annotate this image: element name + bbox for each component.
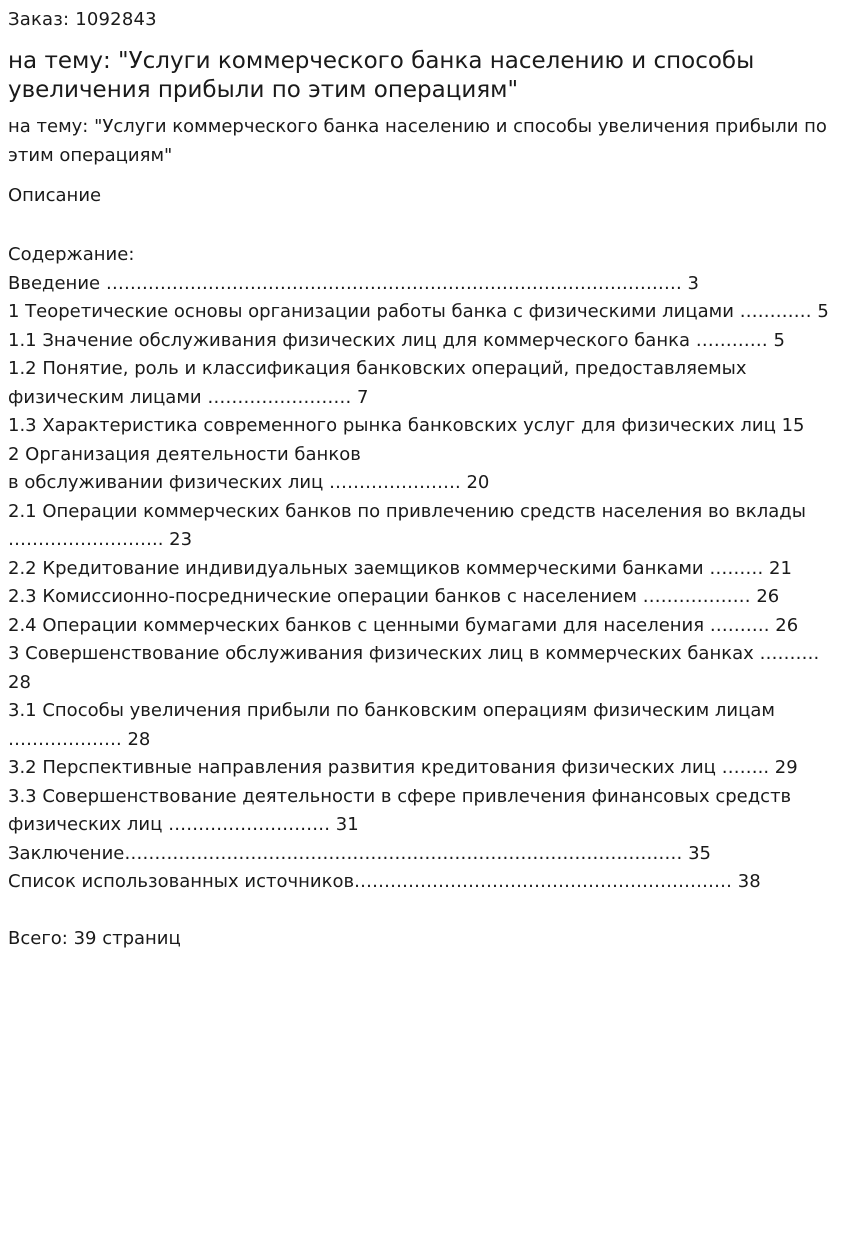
toc-entry-2-1: 2.1 Операции коммерческих банков по привлечению средств населения во вклады …………………….. 23 xyxy=(8,500,806,550)
toc-entry-1-1: 1.1 Значение обслуживания физических лиц для коммерческого банка ………… 5 xyxy=(8,329,785,351)
toc-heading: Содержание: xyxy=(8,244,135,265)
order-number: Заказ: 1092843 xyxy=(8,9,157,30)
table-of-contents xyxy=(8,241,839,897)
document-title: на тему: "Услуги коммерческого банка населению и способы увеличения прибыли по этим операциям" xyxy=(8,48,755,103)
toc-entry-conclusion: Заключение………………………………………………………………………………… 35 xyxy=(8,842,711,864)
toc-entry-chapter-2-cont: в обслуживании физических лиц …………………. 20 xyxy=(8,472,490,493)
toc-entry-3-3: 3.3 Совершенствование деятельности в сфере привлечения финансовых средств физических лиц ……………………… 31 xyxy=(8,785,792,835)
description-label: Описание xyxy=(8,185,102,206)
toc-entry-intro: Введение …………………………………………………………………………………… 3 xyxy=(8,272,699,294)
toc-entry-1-3: 1.3 Характеристика современного рынка банковских услуг для физических лиц 15 xyxy=(8,415,805,436)
toc-entry-chapter-2: 2 Организация деятельности банков xyxy=(8,443,361,465)
toc-entry-chapter-3: 3 Совершенствование обслуживания физических лиц в коммерческих банках ………. 28 xyxy=(8,643,820,693)
toc-entry-chapter-1: 1 Теоретические основы организации работы банка с физическими лицами ………… 5 xyxy=(8,301,829,322)
toc-entry-3-1: 3.1 Способы увеличения прибыли по банковским операциям физическим лицам ………………. 28 xyxy=(8,700,775,750)
toc-entry-2-2: 2.2 Кредитование индивидуальных заемщиков коммерческими банками ……… 21 xyxy=(8,557,792,579)
toc-entry-3-2: 3.2 Перспективные направления развития кредитования физических лиц …….. 29 xyxy=(8,757,798,778)
toc-entry-references: Список использованных источников……………………………………………………… 38 xyxy=(8,871,761,892)
toc-entry-2-4: 2.4 Операции коммерческих банков с ценными бумагами для населения ………. 26 xyxy=(8,614,799,636)
toc-entry-1-2: 1.2 Понятие, роль и классификация банковских операций, предоставляемых физическим лицами …………………… 7 xyxy=(8,358,747,408)
total-pages: Всего: 39 страниц xyxy=(8,928,181,949)
document-subtitle: на тему: "Услуги коммерческого банка населению и способы увеличения прибыли по этим операциям" xyxy=(8,116,827,166)
toc-entry-2-3: 2.3 Комиссионно-посреднические операции банков с населением ……………… 26 xyxy=(8,586,780,607)
